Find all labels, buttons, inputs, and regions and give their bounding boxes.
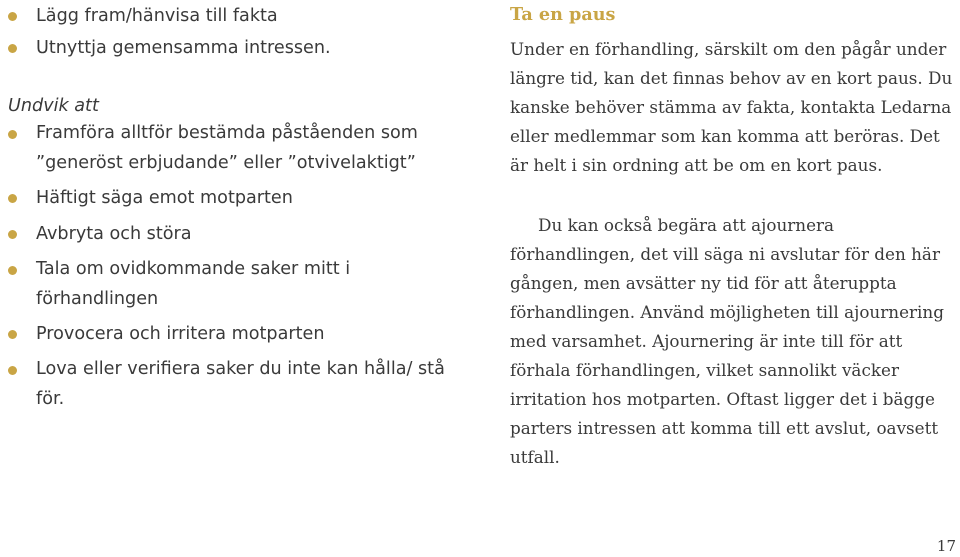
bullet-dot-icon [8,12,17,21]
list-item [8,32,331,64]
list-item [8,354,458,414]
list-item-text: Utnyttja gemensamma intressen. [36,38,331,58]
list-item [8,318,458,350]
bullet-dot-icon [8,366,17,375]
list-item [8,182,458,214]
list-item-text: Provocera och irritera motparten [36,324,325,344]
list-item [8,254,458,314]
list-item-text: Avbryta och störa [36,224,192,244]
avoid-heading: Undvik att [8,96,99,116]
list-item-text: Lägg fram/hänvisa till fakta [36,6,278,26]
page-number: 17 [936,537,956,555]
list-item-text: Häftigt säga emot motparten [36,188,293,208]
list-item-text: Framföra alltför bestämda påståenden som ”generöst erbjudande” eller ”otvivelaktigt” [36,123,418,173]
avoid-bullet-list [8,118,458,414]
bullet-dot-icon [8,194,17,203]
list-item-text: Lova eller verifiera saker du inte kan hålla/ stå för. [36,359,445,409]
paragraph: Under en förhandling, särskilt om den pågår under längre tid, kan det finnas behov av en kort paus. Du kanske behöver stämma av fakta, kontakta Ledarna eller medlemmar som kan komma att beröras. Det är helt i sin ordning att be om en kort paus. [510,39,953,175]
bullet-dot-icon [8,330,17,339]
top-bullet-list [8,0,331,64]
list-item-text: Tala om ovidkommande saker mitt i förhandlingen [36,259,351,309]
paragraph: Du kan också begära att ajournera förhandlingen, det vill säga ni avslutar för den här gången, men avsätter ny tid för att återuppta förhandlingen. Använd möjligheten till ajournering med varsamhet. Ajournering är inte till för att förhala förhandlingen, vilket sannolikt väcker irritation hos motparten. Oftast ligger det i bägge parters intressen att komma till ett avslut, oavsett utfall. [510,215,944,467]
bullet-dot-icon [8,130,17,139]
list-item [8,118,458,178]
bullet-dot-icon [8,230,17,239]
section-title: Ta en paus [510,4,616,25]
list-item [8,0,331,32]
bullet-dot-icon [8,44,17,53]
list-item [8,218,458,250]
bullet-dot-icon [8,266,17,275]
